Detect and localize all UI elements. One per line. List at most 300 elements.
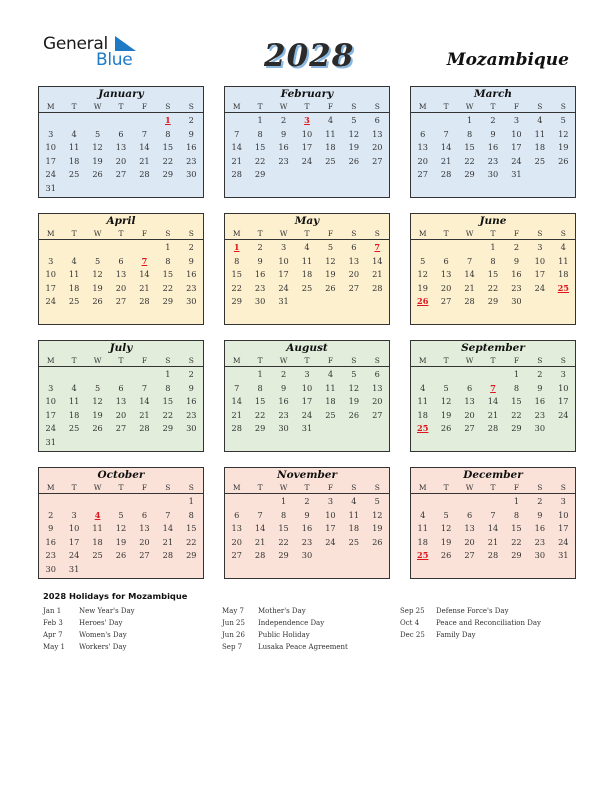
day-cell: 13	[115, 396, 127, 407]
holiday-date-label: Dec 25	[400, 631, 425, 639]
day-cell: 8	[257, 382, 263, 393]
day-cell: 22	[162, 409, 174, 420]
day-cell: 21	[139, 282, 150, 293]
day-cell: 21	[162, 536, 174, 547]
day-cell: 1	[513, 496, 520, 506]
day-cell: 30	[511, 296, 522, 307]
holiday-name: Public Holiday	[258, 631, 310, 639]
day-cell: 14	[139, 142, 150, 153]
day-grid	[39, 113, 203, 196]
day-cell: 18	[68, 409, 80, 420]
weekday-label: F	[513, 483, 520, 492]
day-cell: 11	[68, 269, 80, 280]
weekday-label: F	[327, 102, 334, 111]
weekday-label: W	[465, 483, 474, 492]
day-cell: 9	[188, 128, 194, 139]
year-title: 2028	[264, 38, 355, 74]
day-grid	[411, 113, 575, 182]
day-cell: 22	[162, 282, 174, 293]
day-cell: 19	[440, 409, 452, 420]
empty-cell	[225, 495, 248, 509]
day-cell: 20	[139, 536, 150, 547]
day-cell: 13	[372, 128, 383, 139]
day-cell: 25	[92, 550, 103, 561]
month-name: November	[276, 469, 338, 481]
weekday-label: T	[118, 229, 124, 238]
day-cell: 22	[254, 409, 266, 420]
day-cell: 11	[325, 128, 336, 139]
day-cell: 11	[68, 142, 80, 153]
day-cell: 19	[325, 269, 336, 280]
weekday-label: T	[304, 483, 310, 492]
day-cell: 3	[560, 369, 566, 379]
day-cell: 5	[94, 382, 101, 393]
day-cell: 31	[68, 563, 80, 574]
weekday-label: F	[141, 483, 148, 492]
weekday-label: T	[490, 229, 496, 238]
day-cell: 4	[560, 242, 566, 252]
weekday-label: M	[232, 102, 241, 111]
day-cell: 7	[141, 382, 148, 393]
day-cell: 3	[513, 115, 520, 125]
empty-cell	[86, 495, 109, 509]
day-cell: 17	[45, 409, 56, 420]
empty-cell	[156, 495, 179, 509]
day-cell: 14	[372, 255, 383, 266]
day-cell: 24	[301, 155, 313, 166]
day-cell: 21	[487, 536, 499, 547]
day-cell: 13	[348, 255, 360, 266]
day-cell: 29	[278, 550, 289, 561]
day-cell: 26	[440, 423, 452, 434]
day-cell: 26	[92, 423, 103, 434]
day-cell: 22	[464, 155, 475, 166]
day-cell: 8	[188, 509, 194, 520]
day-cell: 20	[115, 409, 127, 420]
empty-cell	[411, 241, 434, 255]
holiday-name: Women's Day	[79, 631, 127, 639]
weekday-header	[411, 482, 575, 494]
month-july	[38, 340, 204, 452]
day-cell: 28	[139, 296, 150, 307]
month-name: December	[463, 469, 523, 481]
day-cell: 4	[71, 255, 77, 266]
day-cell: 19	[92, 282, 103, 293]
holiday-name: Peace and Reconciliation Day	[436, 619, 541, 627]
weekday-header	[39, 228, 203, 240]
day-cell: 6	[234, 509, 240, 520]
month-name: May	[294, 215, 320, 227]
weekday-label: M	[46, 356, 55, 365]
weekday-label: S	[374, 483, 380, 492]
day-cell: 29	[162, 169, 174, 180]
day-cell: 27	[417, 169, 428, 180]
day-cell: 19	[92, 409, 103, 420]
day-cell: 18	[301, 269, 313, 280]
holiday-item	[400, 605, 541, 617]
holiday-column	[222, 605, 348, 653]
day-cell: 19	[348, 396, 360, 407]
day-cell: 10	[45, 142, 56, 153]
month-january	[38, 86, 204, 198]
day-cell: 9	[304, 509, 310, 520]
weekday-label: T	[490, 356, 496, 365]
day-cell: 24	[301, 409, 313, 420]
weekday-label: S	[188, 483, 194, 492]
day-cell: 12	[417, 269, 428, 280]
day-cell: 8	[257, 128, 263, 139]
day-cell: 27	[231, 550, 242, 561]
day-cell: 12	[372, 509, 383, 520]
day-cell: 29	[511, 550, 522, 561]
day-cell: 14	[231, 142, 242, 153]
day-cell: 28	[231, 169, 242, 180]
weekday-label: T	[257, 483, 263, 492]
weekday-label: F	[327, 483, 334, 492]
weekday-label: M	[232, 483, 241, 492]
weekday-label: S	[560, 483, 566, 492]
month-november	[224, 467, 390, 579]
day-cell: 17	[534, 269, 546, 280]
weekday-label: F	[141, 356, 148, 365]
day-cell: 17	[278, 269, 289, 280]
weekday-label: S	[165, 356, 171, 365]
empty-cell	[62, 368, 85, 382]
day-cell: 23	[254, 282, 266, 293]
holiday-date-label: Sep 7	[222, 643, 243, 651]
day-cell: 14	[464, 269, 475, 280]
day-cell: 29	[162, 296, 174, 307]
day-cell: 14	[487, 523, 499, 534]
day-cell: 18	[558, 269, 569, 280]
holiday-item	[43, 641, 135, 653]
empty-cell	[411, 368, 434, 382]
day-cell: 23	[487, 155, 499, 166]
day-grid	[39, 494, 203, 577]
day-cell: 25	[325, 155, 336, 166]
holiday-column	[400, 605, 541, 641]
day-cell: 15	[511, 523, 522, 534]
day-cell: 10	[45, 269, 56, 280]
empty-cell	[39, 495, 62, 509]
day-cell: 22	[511, 536, 522, 547]
day-cell: 2	[257, 242, 263, 252]
weekday-label: W	[465, 356, 474, 365]
day-cell: 22	[254, 155, 266, 166]
day-cell: 28	[440, 169, 452, 180]
day-cell: 25	[68, 296, 80, 307]
day-cell: 6	[118, 255, 124, 266]
day-cell: 31	[45, 436, 56, 447]
weekday-header	[225, 228, 389, 240]
empty-cell	[39, 114, 62, 128]
day-cell: 29	[254, 169, 266, 180]
weekday-header	[39, 355, 203, 367]
weekday-label: T	[443, 102, 449, 111]
day-cell: 27	[139, 550, 150, 561]
day-cell: 13	[139, 523, 150, 534]
weekday-label: S	[374, 102, 380, 111]
holiday-date-label: Feb 3	[43, 619, 63, 627]
weekday-label: W	[279, 356, 288, 365]
weekday-label: T	[443, 483, 449, 492]
day-cell: 1	[257, 115, 263, 125]
weekday-label: T	[118, 356, 124, 365]
day-cell: 18	[534, 142, 546, 153]
day-cell: 7	[490, 509, 496, 520]
day-cell: 23	[45, 550, 56, 561]
weekday-label: S	[537, 483, 543, 492]
day-cell: 18	[417, 536, 428, 547]
day-cell: 10	[68, 523, 80, 534]
weekday-label: F	[141, 229, 148, 238]
day-cell: 6	[374, 115, 380, 125]
weekday-label: F	[327, 356, 334, 365]
day-cell: 23	[534, 536, 546, 547]
day-cell: 29	[162, 423, 174, 434]
day-grid	[39, 367, 203, 450]
month-name: August	[286, 342, 328, 354]
day-cell: 5	[94, 255, 101, 266]
day-cell: 5	[443, 509, 449, 520]
holiday-date-label: May 7	[222, 607, 244, 615]
day-cell: 1	[188, 496, 194, 506]
weekday-label: T	[71, 356, 77, 365]
day-cell: 18	[68, 282, 80, 293]
day-cell: 28	[231, 423, 242, 434]
empty-cell	[411, 495, 434, 509]
logo-text-blue: Blue	[96, 50, 133, 70]
month-name: June	[479, 215, 507, 227]
day-grid	[225, 113, 389, 182]
day-cell: 3	[48, 128, 54, 139]
day-cell: 22	[278, 536, 289, 547]
day-cell: 3	[560, 496, 566, 506]
day-cell: 15	[278, 523, 289, 534]
weekday-header	[39, 101, 203, 113]
day-cell: 9	[280, 128, 287, 139]
month-name: January	[98, 88, 144, 100]
day-cell: 10	[511, 128, 522, 139]
weekday-label: S	[351, 229, 357, 238]
holiday-item	[43, 629, 135, 641]
holiday-item	[222, 605, 348, 617]
holiday-column	[43, 605, 135, 653]
day-cell: 12	[348, 128, 360, 139]
weekday-label: T	[257, 356, 263, 365]
day-grid	[225, 494, 389, 563]
holiday-date-label: Jun 26	[222, 631, 245, 639]
day-cell: 28	[162, 550, 174, 561]
day-cell: 25	[68, 423, 80, 434]
holidays-title: 2028 Holidays for Mozambique	[43, 591, 188, 601]
day-cell: 24	[558, 409, 569, 420]
weekday-label: M	[232, 229, 241, 238]
day-cell: 19	[417, 282, 428, 293]
weekday-label: S	[537, 229, 543, 238]
day-cell: 7	[234, 382, 240, 393]
day-cell: 17	[301, 396, 313, 407]
day-cell: 20	[372, 396, 383, 407]
empty-cell	[434, 495, 457, 509]
day-cell: 9	[188, 255, 194, 266]
day-cell: 20	[348, 269, 360, 280]
day-cell: 24	[68, 550, 80, 561]
day-cell: 30	[254, 296, 266, 307]
empty-cell	[133, 368, 156, 382]
weekday-label: F	[513, 356, 520, 365]
day-cell: 23	[301, 536, 313, 547]
holiday-item	[222, 641, 348, 653]
day-cell: 2	[537, 369, 543, 379]
day-cell: 19	[92, 155, 103, 166]
month-september	[410, 340, 576, 452]
weekday-label: S	[560, 356, 566, 365]
day-cell: 23	[186, 409, 197, 420]
day-cell: 30	[534, 423, 546, 434]
weekday-label: T	[257, 229, 263, 238]
day-cell: 19	[348, 142, 360, 153]
day-cell: 22	[487, 282, 499, 293]
empty-cell	[62, 241, 85, 255]
day-grid	[411, 494, 575, 563]
day-cell: 30	[186, 423, 197, 434]
day-cell: 28	[372, 282, 383, 293]
day-cell: 15	[186, 523, 197, 534]
day-cell: 10	[45, 396, 56, 407]
holiday-date: 4	[94, 509, 101, 520]
month-march	[410, 86, 576, 198]
day-cell: 30	[45, 563, 56, 574]
day-cell: 27	[115, 296, 127, 307]
day-cell: 6	[420, 128, 426, 139]
day-cell: 27	[440, 296, 452, 307]
day-cell: 19	[558, 142, 569, 153]
weekday-label: T	[257, 102, 263, 111]
empty-cell	[133, 495, 156, 509]
day-cell: 21	[487, 409, 499, 420]
weekday-header	[411, 228, 575, 240]
day-cell: 5	[118, 509, 124, 520]
weekday-label: M	[418, 483, 427, 492]
month-may	[224, 213, 390, 325]
day-cell: 18	[417, 409, 428, 420]
empty-cell	[62, 114, 85, 128]
holiday-date: 25	[417, 550, 429, 561]
day-cell: 22	[186, 536, 197, 547]
weekday-label: W	[465, 102, 474, 111]
day-cell: 9	[537, 509, 543, 520]
day-cell: 19	[372, 523, 383, 534]
weekday-label: M	[418, 229, 427, 238]
weekday-label: T	[71, 229, 77, 238]
day-cell: 8	[165, 128, 171, 139]
holiday-date: 7	[374, 242, 381, 252]
month-name: April	[106, 215, 136, 227]
day-cell: 20	[464, 536, 475, 547]
day-cell: 15	[487, 269, 499, 280]
day-cell: 29	[464, 169, 475, 180]
day-cell: 13	[231, 523, 242, 534]
day-cell: 28	[487, 423, 499, 434]
day-cell: 26	[372, 536, 383, 547]
day-cell: 8	[280, 509, 287, 520]
day-cell: 25	[301, 282, 313, 293]
day-cell: 14	[139, 396, 150, 407]
day-cell: 17	[325, 523, 336, 534]
month-february	[224, 86, 390, 198]
day-cell: 12	[92, 142, 103, 153]
day-grid	[225, 367, 389, 436]
day-cell: 21	[440, 155, 452, 166]
day-cell: 9	[257, 255, 263, 266]
day-cell: 11	[417, 396, 428, 407]
weekday-header	[411, 101, 575, 113]
logo	[43, 34, 143, 74]
month-name: October	[97, 469, 145, 481]
empty-cell	[133, 114, 156, 128]
holiday-item	[400, 617, 541, 629]
day-cell: 25	[534, 155, 546, 166]
day-cell: 5	[351, 115, 357, 125]
weekday-header	[225, 101, 389, 113]
day-cell: 2	[188, 369, 194, 379]
day-cell: 18	[92, 536, 103, 547]
day-cell: 11	[68, 396, 80, 407]
empty-cell	[133, 241, 156, 255]
day-cell: 16	[186, 269, 197, 280]
day-cell: 29	[254, 423, 266, 434]
day-cell: 16	[534, 523, 546, 534]
holiday-date-label: Jan 1	[43, 607, 62, 615]
day-cell: 18	[348, 523, 360, 534]
day-cell: 31	[45, 182, 56, 193]
day-cell: 26	[115, 550, 127, 561]
weekday-label: S	[537, 356, 543, 365]
holiday-name: Family Day	[436, 631, 476, 639]
weekday-label: S	[165, 102, 171, 111]
empty-cell	[458, 495, 481, 509]
holiday-name: Workers' Day	[79, 643, 127, 651]
day-cell: 13	[464, 523, 475, 534]
day-cell: 13	[440, 269, 452, 280]
empty-cell	[225, 368, 248, 382]
weekday-label: W	[93, 102, 102, 111]
day-cell: 21	[254, 536, 266, 547]
day-cell: 16	[186, 396, 197, 407]
day-cell: 9	[490, 128, 496, 139]
day-cell: 18	[68, 155, 80, 166]
day-cell: 15	[231, 269, 242, 280]
day-cell: 10	[558, 509, 569, 520]
day-cell: 1	[280, 496, 287, 506]
day-cell: 30	[534, 550, 546, 561]
weekday-label: F	[141, 102, 148, 111]
weekday-label: T	[71, 483, 77, 492]
day-grid	[225, 240, 389, 309]
day-cell: 29	[511, 423, 522, 434]
day-cell: 10	[325, 509, 336, 520]
day-cell: 23	[534, 409, 546, 420]
day-cell: 16	[45, 536, 56, 547]
weekday-label: M	[46, 483, 55, 492]
day-cell: 16	[534, 396, 546, 407]
day-cell: 31	[558, 550, 569, 561]
day-cell: 30	[487, 169, 499, 180]
empty-cell	[86, 114, 109, 128]
day-cell: 3	[327, 496, 334, 506]
day-cell: 16	[278, 142, 289, 153]
